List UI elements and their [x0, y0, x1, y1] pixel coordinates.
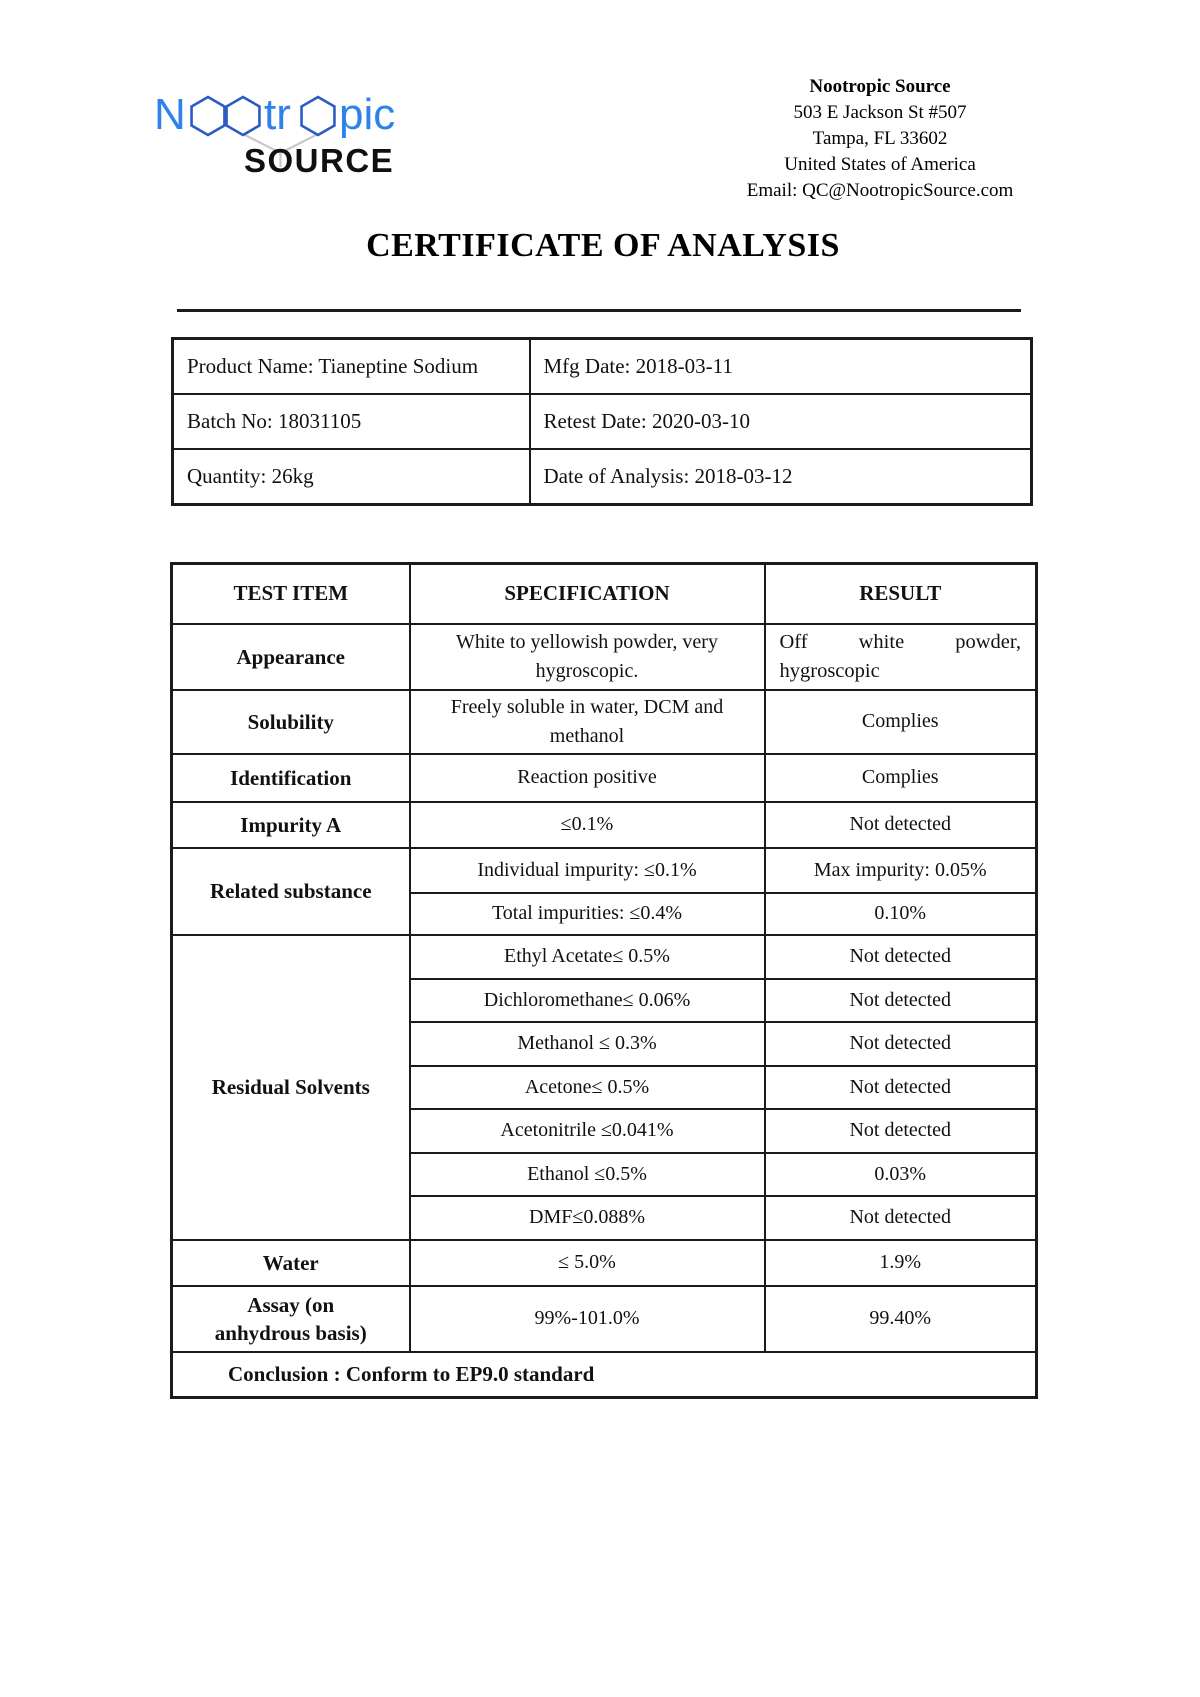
conclusion-cell: Conclusion : Conform to EP9.0 standard — [172, 1352, 1037, 1398]
spec-cell: Freely soluble in water, DCM and methanol — [410, 690, 765, 754]
result-cell: Not detected — [765, 1196, 1037, 1240]
spec-cell: Ethanol ≤0.5% — [410, 1153, 765, 1196]
mfg-date-cell: Mfg Date: 2018-03-11 — [530, 339, 1032, 395]
spec-cell: Reaction positive — [410, 754, 765, 802]
company-name: Nootropic Source — [809, 76, 951, 97]
benzene-ring-icon — [302, 97, 335, 135]
table-row — [173, 394, 1032, 449]
table-row-residual-solvent — [172, 935, 1037, 979]
result-cell: 99.40% — [765, 1286, 1037, 1352]
quantity-cell: Quantity: 26kg — [173, 449, 530, 505]
logo-graphic — [144, 76, 400, 180]
test-item-cell: Residual Solvents — [172, 935, 410, 1240]
logo-source-wordmark: SOURCE — [244, 142, 395, 179]
table-row-assay — [172, 1286, 1037, 1352]
spec-cell: Methanol ≤ 0.3% — [410, 1022, 765, 1066]
logo-letters-tr: tr — [264, 90, 291, 139]
spec-cell: Acetonitrile ≤0.041% — [410, 1109, 765, 1153]
nootropic-source-logo — [144, 76, 400, 180]
table-row-identification — [172, 754, 1037, 802]
test-item-cell: Identification — [172, 754, 410, 802]
address-line: United States of America — [784, 154, 976, 175]
logo-letter-n: N — [154, 90, 186, 139]
col-header-specification: SPECIFICATION — [410, 564, 765, 624]
benzene-ring-icon — [192, 97, 225, 135]
result-cell: 0.10% — [765, 893, 1037, 935]
test-item-cell: Impurity A — [172, 802, 410, 848]
result-cell: Not detected — [765, 1109, 1037, 1153]
result-cell: Off white powder, hygroscopic — [765, 624, 1037, 690]
spec-cell: Total impurities: ≤0.4% — [410, 893, 765, 935]
table-row-related-substance — [172, 848, 1037, 893]
test-item-cell: Related substance — [172, 848, 410, 935]
test-item-cell: Water — [172, 1240, 410, 1286]
test-item-cell — [172, 1286, 410, 1352]
result-cell: Complies — [765, 754, 1037, 802]
analysis-date-cell: Date of Analysis: 2018-03-12 — [530, 449, 1032, 505]
table-row-water — [172, 1240, 1037, 1286]
retest-date-cell: Retest Date: 2020-03-10 — [530, 394, 1032, 449]
company-address-block — [712, 74, 1048, 204]
col-header-test-item: TEST ITEM — [172, 564, 410, 624]
spec-cell: White to yellowish powder, very hygroscopic. — [410, 624, 765, 690]
spec-cell: Acetone≤ 0.5% — [410, 1066, 765, 1109]
result-cell: 0.03% — [765, 1153, 1037, 1196]
spec-cell: Dichloromethane≤ 0.06% — [410, 979, 765, 1022]
spec-cell: Ethyl Acetate≤ 0.5% — [410, 935, 765, 979]
result-cell: 1.9% — [765, 1240, 1037, 1286]
result-cell: Not detected — [765, 979, 1037, 1022]
result-cell: Not detected — [765, 935, 1037, 979]
result-cell: Not detected — [765, 1022, 1037, 1066]
table-row-conclusion — [172, 1352, 1037, 1398]
spec-cell: 99%-101.0% — [410, 1286, 765, 1352]
table-row-impurity-a — [172, 802, 1037, 848]
result-cell: Max impurity: 0.05% — [765, 848, 1037, 893]
address-line: Tampa, FL 33602 — [812, 128, 948, 149]
table-row-appearance — [172, 624, 1037, 690]
spec-cell: DMF≤0.088% — [410, 1196, 765, 1240]
benzene-ring-icon — [227, 97, 260, 135]
batch-no-cell: Batch No: 18031105 — [173, 394, 530, 449]
table-row — [173, 449, 1032, 505]
spec-cell: ≤0.1% — [410, 802, 765, 848]
batch-info-table — [171, 337, 1033, 506]
spec-cell: Individual impurity: ≤0.1% — [410, 848, 765, 893]
test-item-cell: Appearance — [172, 624, 410, 690]
title-divider — [177, 309, 1021, 312]
address-email-line: Email: QC@NootropicSource.com — [746, 180, 1014, 201]
address-line: 503 E Jackson St #507 — [793, 102, 967, 123]
result-cell: Not detected — [765, 1066, 1037, 1109]
assay-item-line1: Assay (on — [247, 1292, 335, 1317]
result-cell: Complies — [765, 690, 1037, 754]
header-row — [172, 564, 1037, 624]
test-item-cell: Solubility — [172, 690, 410, 754]
page-title: CERTIFICATE OF ANALYSIS — [366, 227, 840, 264]
product-name-cell: Product Name: Tianeptine Sodium — [173, 339, 530, 395]
specification-table — [170, 562, 1038, 1399]
spec-cell: ≤ 5.0% — [410, 1240, 765, 1286]
logo-letters-pic: pic — [339, 90, 396, 139]
table-row — [173, 339, 1032, 395]
assay-item-line2: anhydrous basis) — [214, 1320, 367, 1345]
result-cell: Not detected — [765, 802, 1037, 848]
table-row-solubility — [172, 690, 1037, 754]
col-header-result: RESULT — [765, 564, 1037, 624]
